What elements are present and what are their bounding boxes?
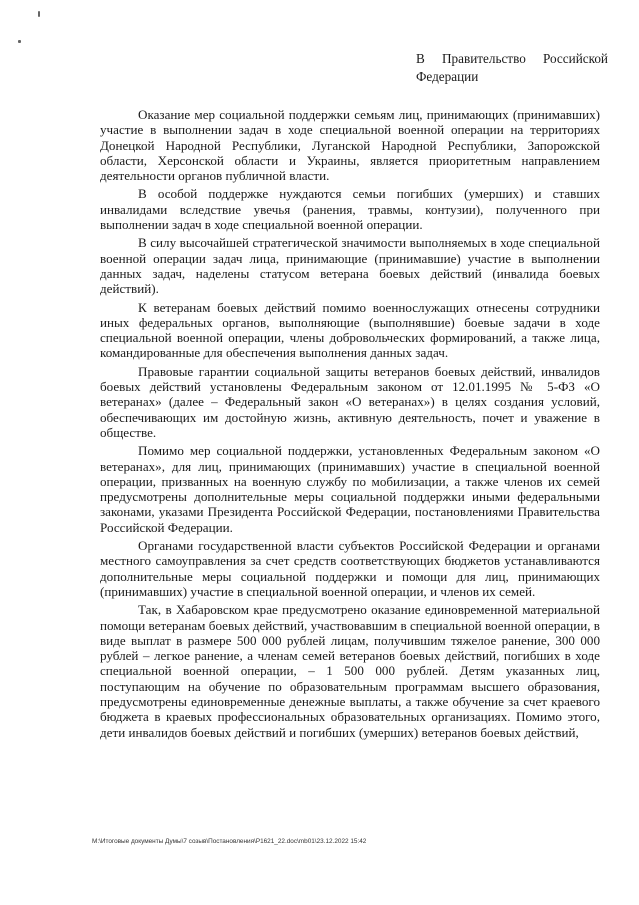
addressee: В Правительство Российской Федерации — [416, 51, 608, 84]
letter-body — [100, 107, 600, 740]
body-paragraph: В особой поддержке нуждаются семьи погибших (умерших) и ставших инвалидами вследствие увечья (ранения, травмы, контузии), полученного при выполнении задач в ходе специальной военной операции. — [100, 186, 600, 233]
scan-artifact — [38, 11, 40, 17]
body-paragraph: Органами государственной власти субъектов Российской Федерации и органами местного самоуправления за счет средств соответствующих бюджетов устанавливаются дополнительные меры социальной поддержки и помощи для лиц, принимающих (принимавших) участие в специальной военной операции, и членов их семей. — [100, 538, 600, 599]
body-paragraph: К ветеранам боевых действий помимо военнослужащих отнесены сотрудники иных федеральных органов, выполняющие (выполнявшие) боевые задачи в ходе специальной военной операции, члены добровольческих формирований, а также лица, командированные для обеспечения выполнения данных задач. — [100, 299, 600, 361]
body-paragraph: Помимо мер социальной поддержки, установленных Федеральным законом «О ветеранах», для лиц, принимающих (принимавших) участие в специальной военной операции, призванных на военную службу по мобилизации, а также членов их семей предусмотрены дополнительные меры социальной поддержки иными федеральными законами, указами Президента Российской Федерации, постановлениями Правительства Российской Федерации. — [100, 443, 600, 535]
body-paragraph: Правовые гарантии социальной защиты ветеранов боевых действий, инвалидов боевых действий установлены Федеральным законом от 12.01.1995 № 5-ФЗ «О ветеранах» (далее – Федеральный закон «О ветеранах») в целях создания условий, обеспечивающих им достойную жизнь, активную деятельность, почет и уважение в обществе. — [100, 363, 600, 440]
scan-artifact — [18, 40, 21, 43]
body-paragraph: В силу высочайшей стратегической значимости выполняемых в ходе специальной военной операции задач лица, принимающие (принимавшие) участие в выполнении данных задач, наделены статусом ветерана боевых действий (инвалида боевых действий). — [100, 235, 600, 297]
body-paragraph: Оказание мер социальной поддержки семьям лиц, принимающих (принимавших) участие в выполнении задач в ходе специальной военной операции на территориях Донецкой Народной Республики, Луганской Народной Республики, Запорожской области, Херсонской области и Украины, является приоритетным направлением деятельности органов публичной власти. — [100, 107, 600, 184]
document-footer-path: M:\Итоговые документы Думы\7 созыв\Постановления\Р1621_22.doc\mb01\23.12.2022 15:42 — [92, 838, 367, 845]
body-paragraph: Так, в Хабаровском крае предусмотрено оказание единовременной материальной помощи ветеранам боевых действий, участвовавшим в специальной военной операции, в виде выплат в размере 500 000 рублей лицам, получившим тяжелое ранение, 300 000 рублей – легкое ранение, а членам семей ветеранов боевых действий, погибших в ходе специальной военной операции, – 1 500 000 рублей. Детям указанных лиц, поступающим на обучение по образовательным программам высшего образования, предусмотрены единовременные денежные выплаты, а также обучение за счет краевого бюджета в краевых профессиональных образовательных организациях. Помимо этого, дети инвалидов боевых действий и погибших (умерших) ветеранов боевых действий, — [100, 602, 600, 740]
